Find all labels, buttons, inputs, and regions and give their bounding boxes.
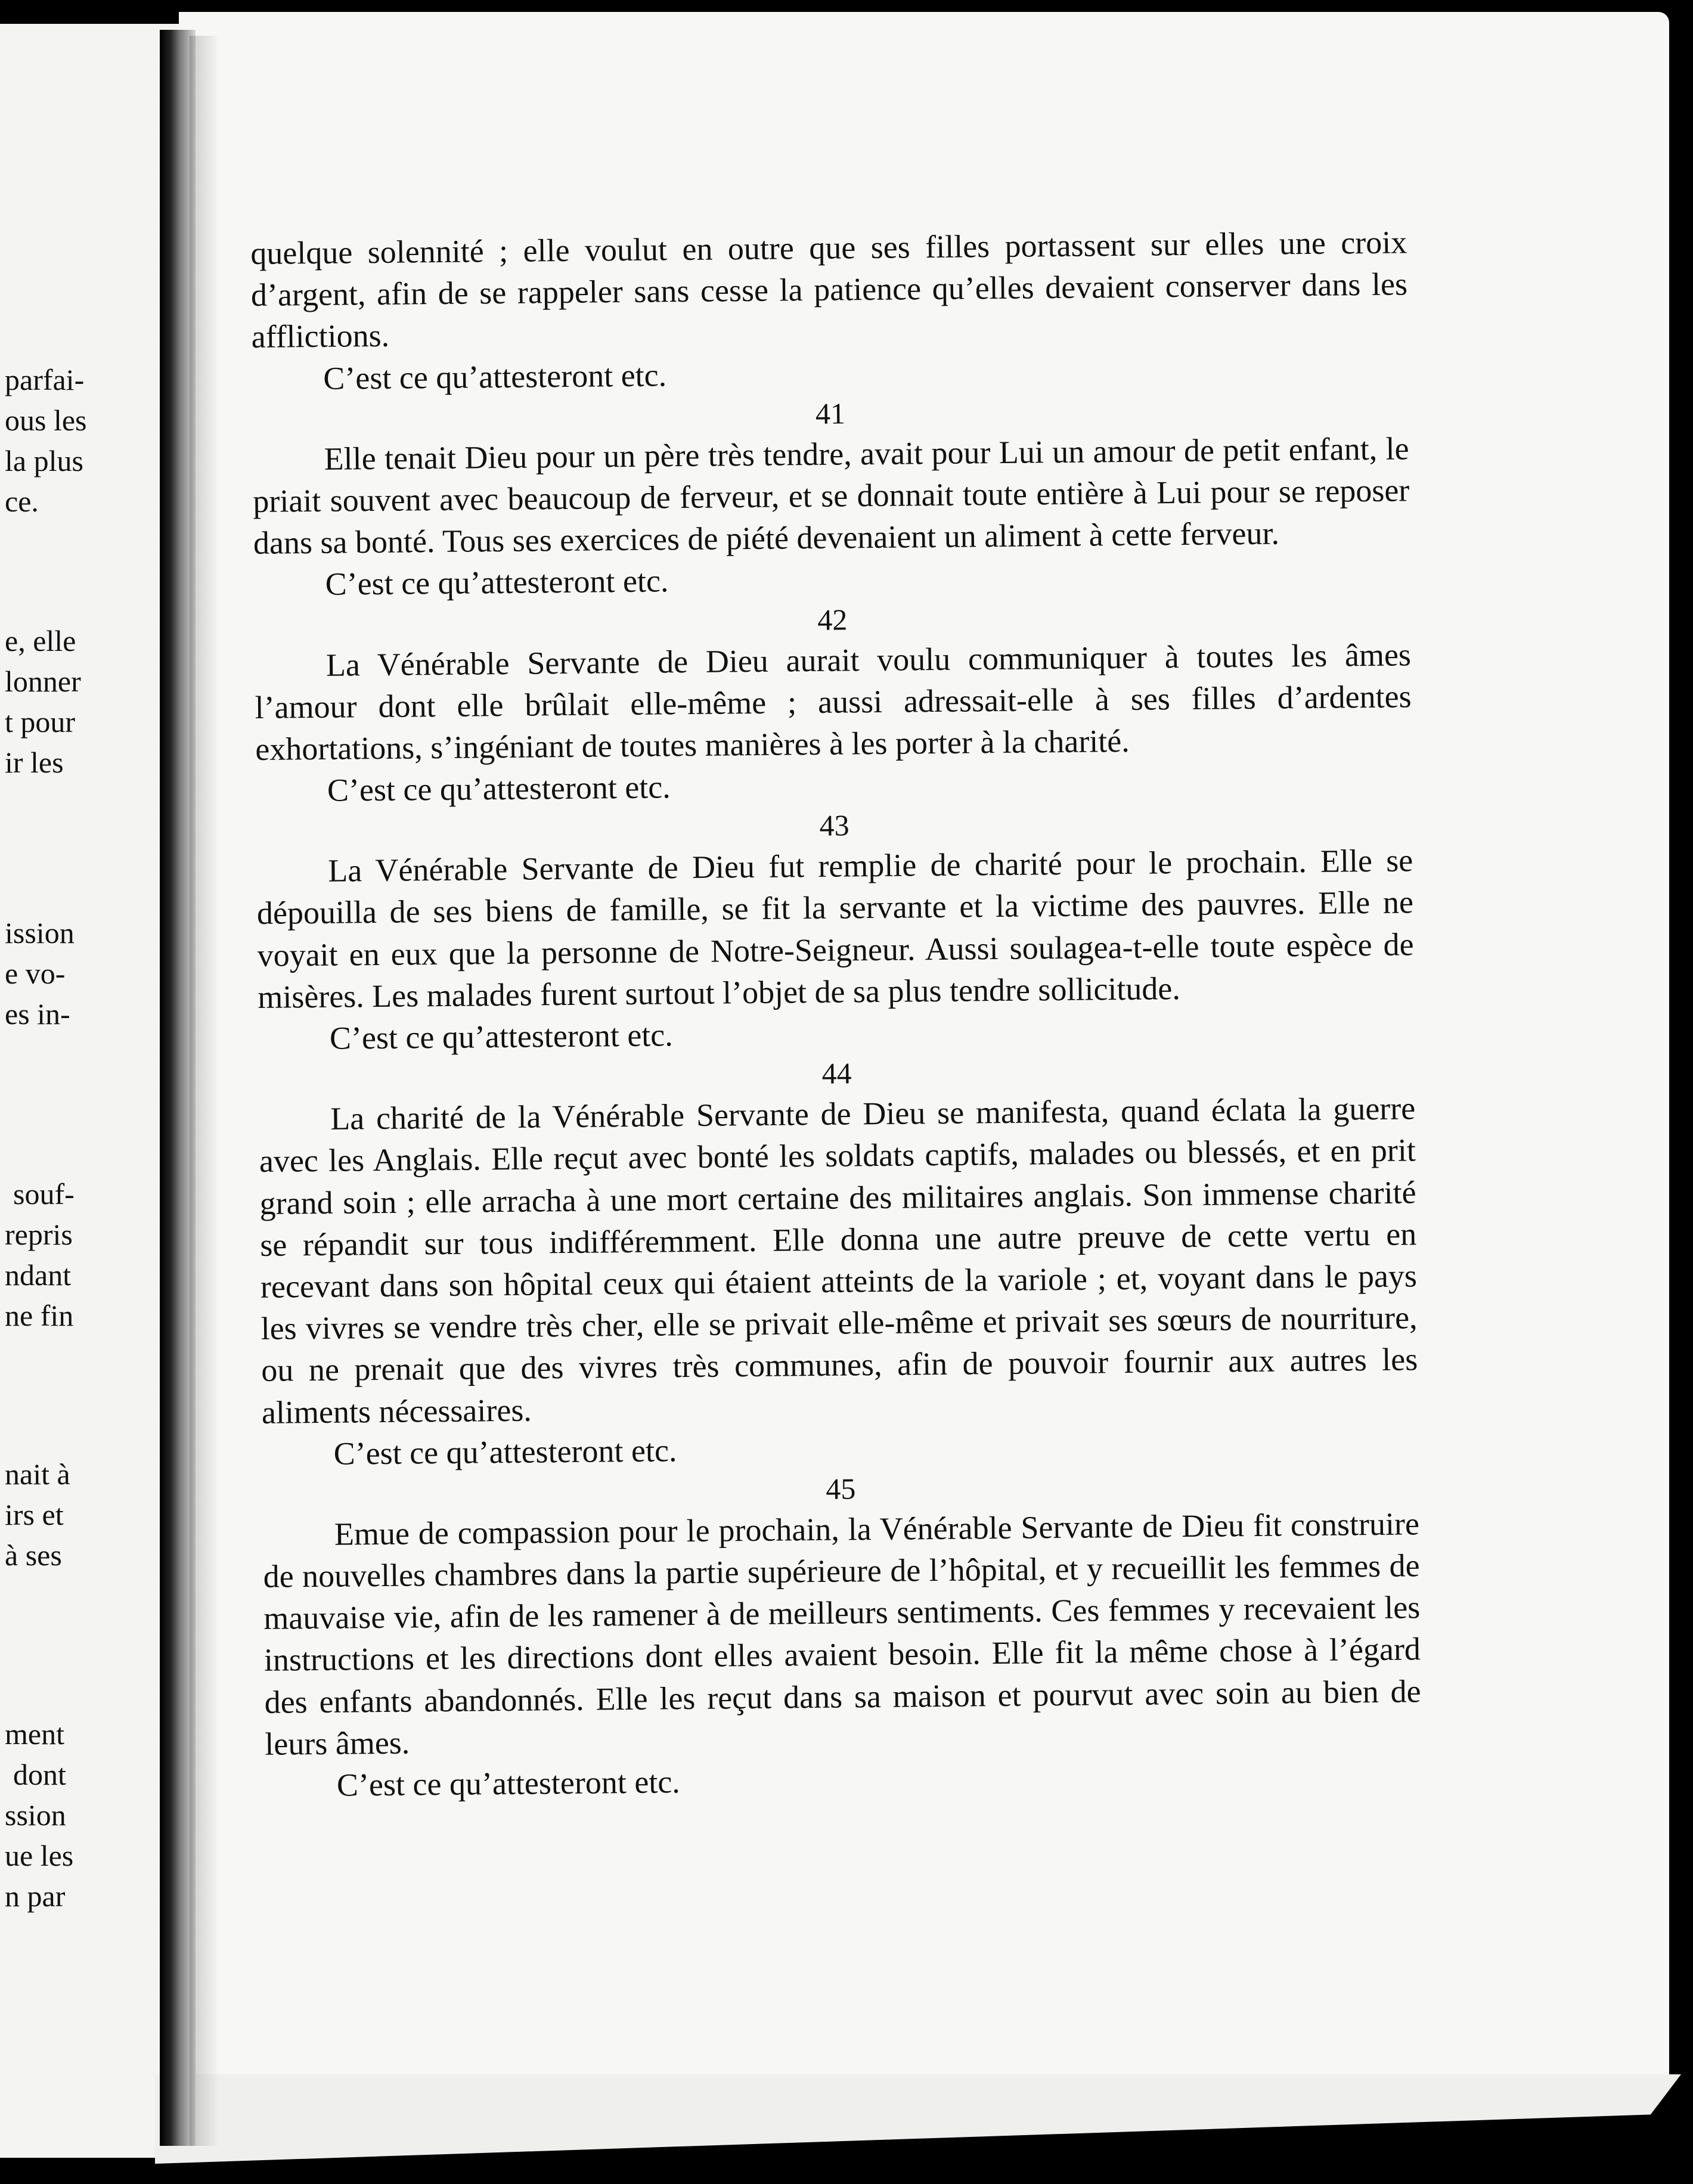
facing-page-edge	[0, 24, 179, 2158]
facing-page-fragment: ir les	[5, 746, 64, 779]
article-43	[256, 801, 1415, 1060]
article-number: 42	[817, 602, 848, 637]
page-bottom-edge	[155, 2074, 1681, 2164]
section-text: quelque solennité ; elle voulut en outre que ses filles portassent sur elles une croix d’argent, afin de se rappeler sans cesse la patience qu’elles devaient conserver dans les afflictions.	[250, 224, 1408, 355]
attestation-line: C’est ce qu’attesteront etc.	[323, 356, 667, 396]
facing-page-fragment: ne fin	[5, 1299, 74, 1332]
facing-page-fragment: nait à	[5, 1457, 70, 1491]
facing-page-fragment: es in-	[5, 997, 70, 1031]
article-number: 41	[815, 396, 846, 430]
facing-page-fragment: e vo-	[5, 957, 66, 990]
facing-page-fragment: ous les	[5, 404, 87, 437]
article-text: Emue de compassion pour le prochain, la Vénérable Servante de Dieu fit construire de nouvelles chambres dans la partie supérieure de l’hôpital, et y recueillit les femmes de mauvaise vie, afin de les ramener à de meilleurs sentiments. Ces femmes y recevaient les instructions et les directions dont elles avaient besoin. Elle fit la même chose à l’égard des enfants abandonnés. Elle les reçut dans sa maison et pourvut avec soin au bien de leurs âmes.	[263, 1506, 1421, 1762]
attestation-line: C’est ce qu’attesteront etc.	[333, 1432, 677, 1472]
article-number: 43	[819, 808, 849, 843]
facing-page-fragment: t pour	[5, 705, 76, 739]
facing-page-fragment: repris	[5, 1218, 73, 1251]
facing-page-fragment: ssion	[5, 1798, 66, 1832]
facing-page-fragment: irs et	[5, 1498, 64, 1531]
article-42	[254, 595, 1412, 812]
facing-page-fragment: lonner	[5, 665, 81, 698]
article-number: 44	[821, 1056, 852, 1091]
attestation-line: C’est ce qu’attesteront etc.	[327, 769, 671, 808]
facing-page-fragment: n par	[5, 1879, 66, 1913]
article-text: Elle tenait Dieu pour un père très tendre, avait pour Lui un amour de petit enfant, le priait souvent avec beaucoup de ferveur, et se donnait toute entière à Lui pour se reposer dans sa bonté. Tous ses exercices de piété devenaient un aliment à cette ferveur.	[253, 430, 1410, 561]
text-column	[250, 221, 1422, 1807]
facing-page-fragment: ment	[5, 1717, 64, 1751]
section-continuation	[250, 221, 1409, 399]
facing-page-fragment: à ses	[5, 1538, 62, 1572]
facing-page-fragment: la plus	[5, 444, 83, 477]
article-number: 45	[826, 1472, 856, 1506]
article-45	[262, 1464, 1422, 1807]
attestation-line: C’est ce qu’attesteront etc.	[329, 1017, 674, 1056]
gutter-shadow	[190, 36, 219, 2146]
article-text: La charité de la Vénérable Servante de Dieu se manifesta, quand éclata la guerre avec les Anglais. Elle reçut avec bonté les soldats captifs, malades ou blessés, et en prit grand soin ; elle arracha à une mort certaine des militaires anglais. Son immense charité se répandit sur tous indifféremment. Elle donna une autre preuve de cette vertu en recevant dans son hôpital ceux qui étaient atteints de la variole ; et, voyant dans le pays les vivres se vendre très cher, elle se privait elle-même et privait ses sœurs de nourriture, ou ne prenait que des vivres très communes, afin de pouvoir fournir aux autres les aliments nécessaires.	[259, 1090, 1418, 1431]
facing-page-fragment: souf-	[13, 1177, 75, 1211]
article-44	[258, 1049, 1419, 1475]
attestation-line: C’est ce qu’attesteront etc.	[336, 1764, 681, 1803]
article-41	[252, 389, 1410, 606]
facing-page-fragment: ission	[5, 916, 75, 950]
facing-page-fragment: ndant	[5, 1258, 72, 1292]
article-text: La Vénérable Servante de Dieu fut remplie de charité pour le prochain. Elle se dépouilla de ses biens de famille, se fit la servante et la victime des pauvres. Elle ne voyait en eux que la personne de Notre-Seigneur. Aussi soulagea-t-elle toute espèce de misères. Les malades furent surtout l’objet de sa plus tendre sollicitude.	[256, 842, 1414, 1015]
article-text: La Vénérable Servante de Dieu aurait voulu communiquer à toutes les âmes l’amour dont elle brûlait elle-même ; aussi adressait-elle à ses filles d’ardentes exhortations, s’ingéniant de toutes manières à les porter à la charité.	[255, 636, 1412, 767]
facing-page-fragment: parfai-	[5, 363, 85, 396]
facing-page-fragment: dont	[13, 1758, 66, 1791]
facing-page-fragment: e, elle	[5, 624, 76, 657]
facing-page-fragment: ce.	[5, 485, 39, 518]
facing-page-fragment: ue les	[5, 1839, 74, 1872]
attestation-line: C’est ce qu’attesteront etc.	[325, 563, 669, 603]
